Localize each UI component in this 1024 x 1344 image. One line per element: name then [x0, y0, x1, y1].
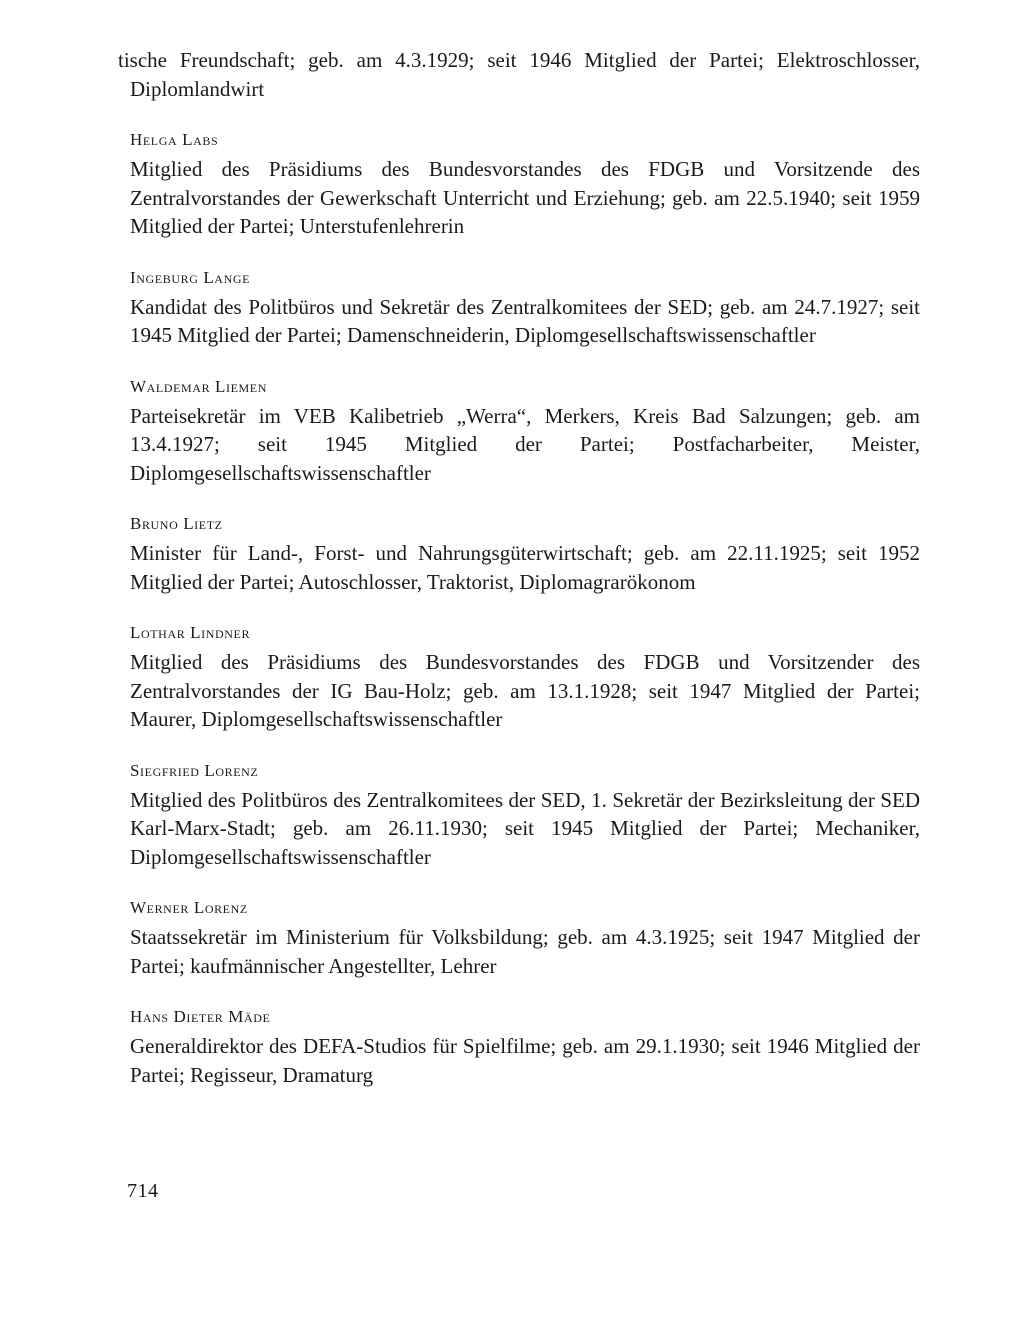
- entry-siegfried-lorenz: [130, 760, 920, 872]
- page-number: 714: [127, 1180, 159, 1202]
- entry-text: Mitglied des Präsidiums des Bundesvorstandes des FDGB und Vorsitzende des Zentralvorstandes der Gewerkschaft Unterricht und Erziehung; geb. am 22.5.1940; seit 1959 Mitglied der Partei; Unterstufenlehrerin: [130, 157, 920, 238]
- entry-text: Minister für Land-, Forst- und Nahrungsgüterwirtschaft; geb. am 22.11.1925; seit 1952 Mitglied der Partei; Autoschlosser, Traktorist, Diplomagrarökonom: [130, 541, 920, 594]
- entry-text: Parteisekretär im VEB Kalibetrieb „Werra“, Merkers, Kreis Bad Salzungen; geb. am 13.4.1927; seit 1945 Mitglied der Partei; Postfacharbeiter, Meister, Diplomgesellschaftswissenschaftler: [130, 403, 920, 485]
- entry-name: Waldemar Liemen: [130, 376, 268, 396]
- entry-werner-lorenz: [130, 897, 920, 980]
- intro-paragraph: tische Freundschaft; geb. am 4.3.1929; seit 1946 Mitglied der Partei; Elektroschlosser, Diplomlandwirt: [118, 48, 920, 101]
- entry-name: Ingeburg Lange: [130, 267, 251, 287]
- entry-text: Staatssekretär im Ministerium für Volksbildung; geb. am 4.3.1925; seit 1947 Mitglied der Partei; kaufmännischer Angestellter, Lehrer: [130, 925, 920, 978]
- entry-ingeburg-lange: [130, 267, 920, 350]
- entry-name: Siegfried Lorenz: [130, 760, 259, 780]
- entry-waldemar-liemen: [130, 376, 920, 488]
- entry-text: Kandidat des Politbüros und Sekretär des Zentralkomitees der SED; geb. am 24.7.1927; seit 1945 Mitglied der Partei; Damenschneiderin, Diplomgesellschaftswissenschaftler: [130, 294, 920, 347]
- entry-text: Mitglied des Politbüros des Zentralkomitees der SED, 1. Sekretär der Bezirksleitung der SED Karl-Marx-Stadt; geb. am 26.11.1930; seit 1945 Mitglied der Partei; Mechaniker, Diplomgesellschaftswissenschaftler: [130, 787, 920, 869]
- entry-helga-labs: [130, 129, 920, 241]
- entry-name: Helga Labs: [130, 130, 219, 149]
- page-content: [118, 46, 920, 1089]
- entry-text: Generaldirektor des DEFA-Studios für Spielfilme; geb. am 29.1.1930; seit 1946 Mitglied der Partei; Regisseur, Dramaturg: [130, 1034, 920, 1087]
- entry-hans-dieter-maede: [130, 1006, 920, 1089]
- entry-name: Bruno Lietz: [130, 514, 223, 533]
- entry-text: Mitglied des Präsidiums des Bundesvorstandes des FDGB und Vorsitzender des Zentralvorstandes der IG Bau-Holz; geb. am 13.1.1928; seit 1947 Mitglied der Partei; Maurer, Diplomgesellschaftswissenschaftler: [130, 650, 920, 731]
- entry-name: Lothar Lindner: [130, 623, 251, 642]
- entry-lothar-lindner: [130, 622, 920, 734]
- entry-name: Hans Dieter Mäde: [130, 1007, 271, 1026]
- entry-name: Werner Lorenz: [130, 898, 248, 917]
- entry-bruno-lietz: [130, 513, 920, 596]
